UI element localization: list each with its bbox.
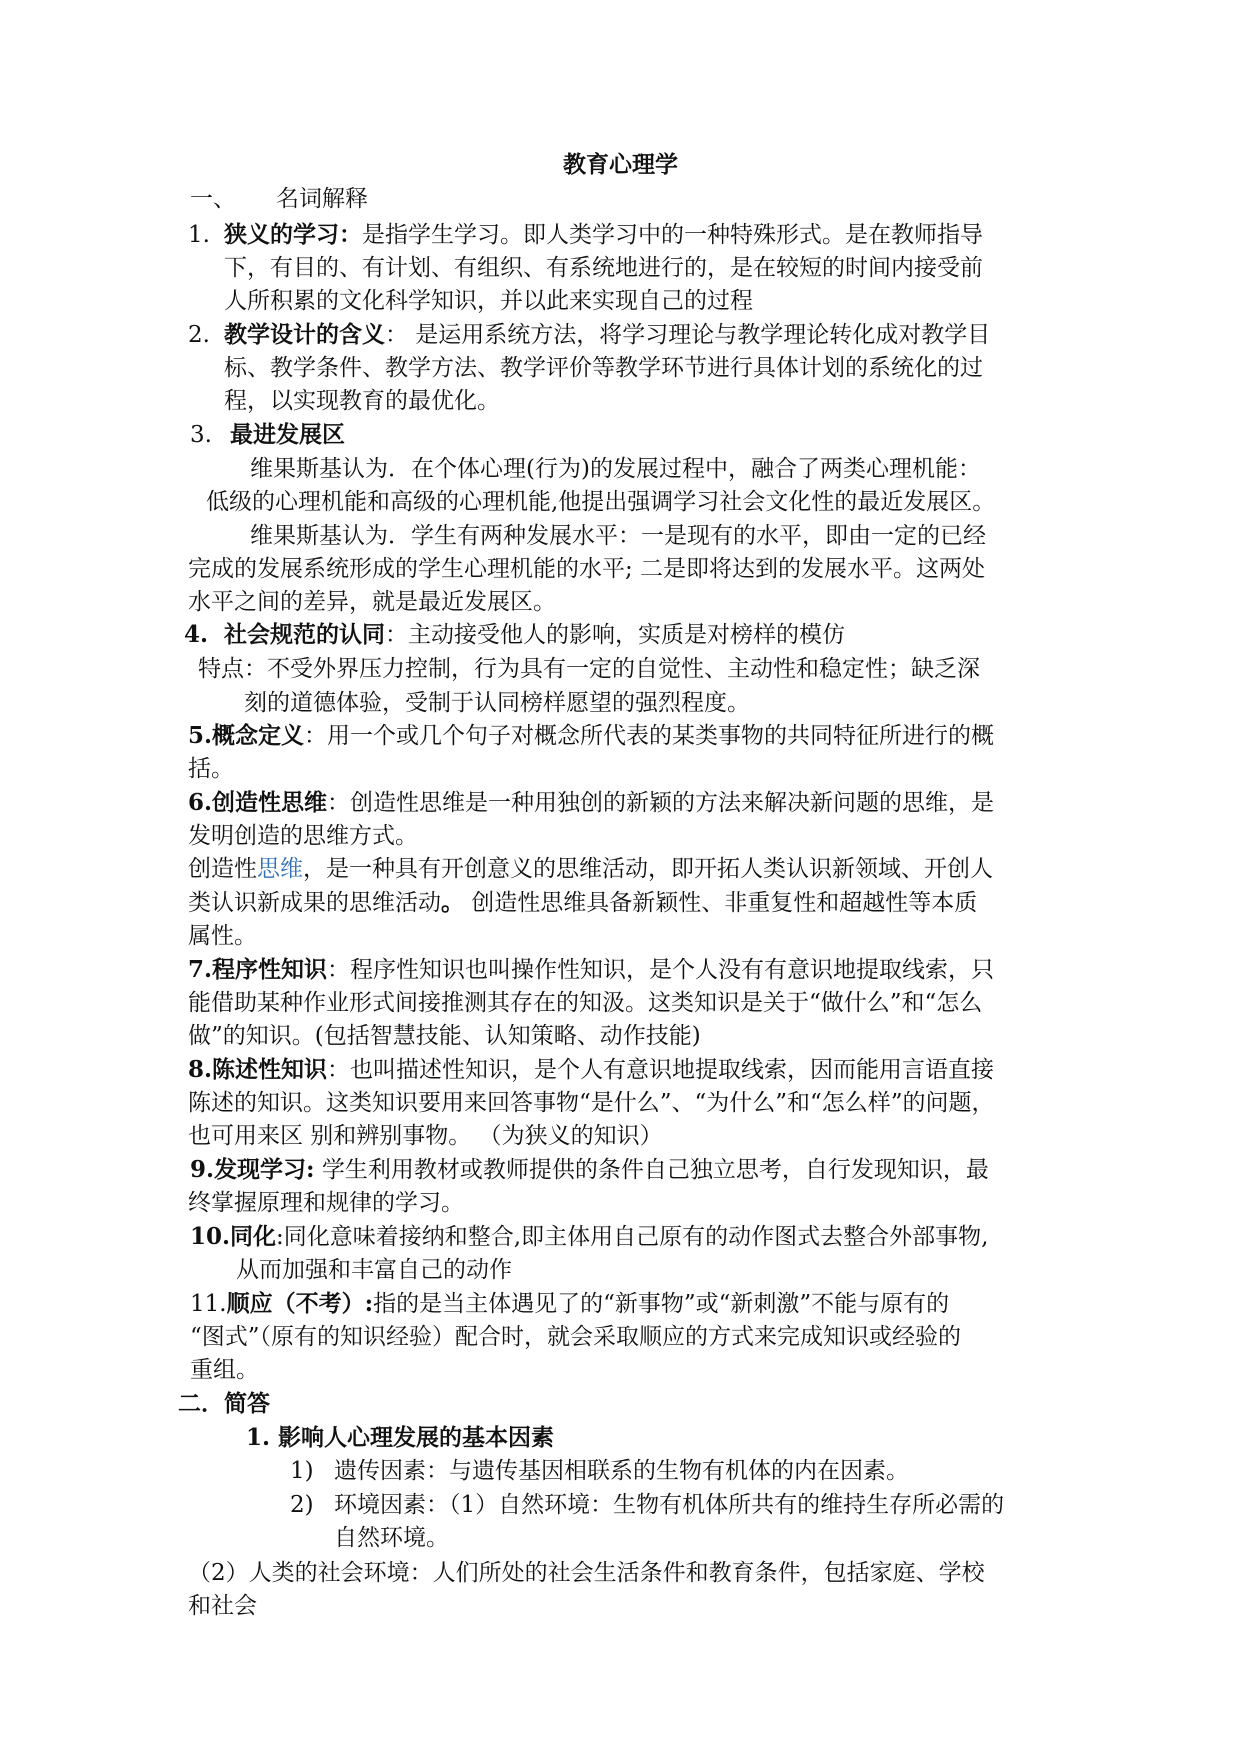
definition-text: 指的是当主体遇见了的“新事物”或“新刺激”不能与原有的 bbox=[373, 1291, 950, 1317]
definition-text: ：创造性思维是一种用独创的新颖的方法来解决新问题的思维，是 bbox=[327, 790, 995, 816]
definition-text: 陈述的知识。这类知识要用来回答事物“是什么”、“为什么”和“怎么样”的问题， bbox=[188, 1090, 995, 1116]
definition-text: 人所积累的文化科学知识，并以此来实现自己的过程 bbox=[224, 288, 753, 314]
feature-text: 特点：不受外界压力控制，行为具有一定的自觉性、主动性和稳定性；缺乏深 bbox=[198, 656, 980, 682]
definition-text: 发明创造的思维方式。 bbox=[188, 823, 418, 849]
definition-text: :同化意味着接纳和整合,即主体用自己原有的动作图式去整合外部事物, bbox=[276, 1224, 989, 1250]
definition-text: ：程序性知识也叫操作性知识，是个人没有有意识地提取线索，只 bbox=[327, 957, 995, 983]
text-segment: 类认识新成果的思维活动 bbox=[188, 890, 441, 916]
term: 5.概念定义 bbox=[188, 722, 305, 749]
definition-item bbox=[188, 953, 994, 987]
definition-item bbox=[224, 218, 983, 252]
definition-item bbox=[190, 1287, 949, 1321]
section-number: 一、 bbox=[190, 186, 236, 212]
definition-text: 也可用来区 别和辨别事物。 （为狭义的知识） bbox=[188, 1123, 663, 1149]
thinking-link[interactable]: 思维 bbox=[257, 856, 303, 882]
definition-text: 括。 bbox=[188, 756, 234, 782]
section-title: 名词解释 bbox=[276, 186, 368, 212]
definition-item bbox=[190, 1153, 989, 1187]
definition-text bbox=[188, 886, 977, 920]
definition-text: ：用一个或几个句子对概念所代表的某类事物的共同特征所进行的概 bbox=[304, 723, 995, 749]
definition-text: ：也叫描述性知识，是个人有意识地提取线索，因而能用言语直接 bbox=[327, 1057, 995, 1083]
text-segment: 。 bbox=[441, 889, 464, 916]
term: 10.同化 bbox=[190, 1223, 277, 1250]
item-number: 4. bbox=[184, 621, 209, 648]
point-text: （2）人类的社会环境：人们所处的社会生活条件和教育条件，包括家庭、学校 bbox=[188, 1560, 985, 1586]
definition-text: 是指学生学习。即人类学习中的一种特殊形式。是在教师指导 bbox=[362, 222, 983, 248]
term: 狭义的学习： bbox=[224, 221, 362, 248]
definition-text: 重组。 bbox=[190, 1357, 259, 1383]
term: 教学设计的含义 bbox=[224, 321, 385, 348]
definition-text: 能借助某种作业形式间接推测其存在的知汲。这类知识是关于“做什么”和“怎么 bbox=[188, 990, 983, 1016]
text-segment: 创造性思维具备新颖性、非重复性和超越性等本质 bbox=[464, 890, 978, 916]
question-title: 1. 影响人心理发展的基本因素 bbox=[246, 1424, 555, 1451]
document-title: 教育心理学 bbox=[563, 151, 678, 178]
point-number: 2) bbox=[290, 1492, 314, 1518]
definition-text: ： 是运用系统方法，将学习理论与教学理论转化成对教学目 bbox=[385, 322, 991, 348]
definition-text: 终掌握原理和规律的学习。 bbox=[188, 1190, 464, 1216]
definition-text bbox=[188, 852, 993, 886]
definition-item bbox=[188, 1053, 994, 1087]
point-text: 和社会 bbox=[188, 1593, 257, 1619]
term: 8.陈述性知识 bbox=[188, 1056, 328, 1083]
paragraph-text: 水平之间的差异，就是最近发展区。 bbox=[188, 589, 556, 615]
feature-text: 刻的道德体验，受制于认同榜样愿望的强烈程度。 bbox=[244, 690, 750, 716]
item-number: 2. bbox=[188, 322, 210, 348]
definition-item bbox=[190, 1220, 988, 1254]
point-number: 1) bbox=[290, 1458, 314, 1484]
definition-text: 属性。 bbox=[188, 923, 257, 949]
text-segment: 创造性 bbox=[188, 856, 257, 882]
definition-item bbox=[188, 719, 994, 753]
term: 6.创造性思维 bbox=[188, 789, 328, 816]
definition-text: 做”的知识。(包括智慧技能、认知策略、动作技能) bbox=[188, 1023, 701, 1049]
paragraph-text: 维果斯基认为．学生有两种发展水平：一是现有的水平，即由一定的已经 bbox=[250, 523, 986, 549]
term: 顺应（不考）: bbox=[226, 1290, 374, 1317]
definition-item bbox=[188, 786, 994, 820]
definition-text: 学生利用教材或教师提供的条件自己独立思考，自行发现知识，最 bbox=[314, 1157, 989, 1183]
definition-item bbox=[224, 318, 990, 352]
definition-text: 从而加强和丰富自己的动作 bbox=[236, 1257, 512, 1283]
item-number: 1. bbox=[188, 222, 210, 248]
definition-text: ：主动接受他人的影响，实质是对榜样的模仿 bbox=[385, 622, 845, 648]
definition-text: 标、教学条件、教学方法、教学评价等教学环节进行具体计划的系统化的过 bbox=[224, 355, 983, 381]
point-text: 环境因素：（1）自然环境：生物有机体所共有的维持生存所必需的 bbox=[334, 1492, 1005, 1518]
definition-text: 下，有目的、有计划、有组织、有系统地进行的，是在较短的时间内接受前 bbox=[224, 255, 983, 281]
definition-text: “图式”（原有的知识经验）配合时，就会采取顺应的方式来完成知识或经验的 bbox=[190, 1324, 962, 1350]
point-text: 遗传因素：与遗传基因相联系的生物有机体的内在因素。 bbox=[334, 1458, 909, 1484]
term: 7.程序性知识 bbox=[188, 956, 328, 983]
point-text: 自然环境。 bbox=[334, 1525, 449, 1551]
definition-text: 程，以实现教育的最优化。 bbox=[224, 388, 500, 414]
text-segment: ，是一种具有开创意义的思维活动，即开拓人类认识新领域、开创人 bbox=[303, 856, 993, 882]
section-title: 二．简答 bbox=[178, 1390, 270, 1417]
paragraph-text: 低级的心理机能和高级的心理机能,他提出强调学习社会文化性的最近发展区。 bbox=[206, 489, 996, 515]
term: 9.发现学习: bbox=[190, 1156, 315, 1183]
item-number: 3. bbox=[190, 422, 212, 448]
term: 社会规范的认同 bbox=[224, 621, 385, 648]
item-number: 11. bbox=[190, 1291, 227, 1317]
paragraph-text: 完成的发展系统形成的学生心理机能的水平; 二是即将达到的发展水平。这两处 bbox=[188, 556, 986, 582]
term: 最进发展区 bbox=[230, 421, 345, 448]
definition-item bbox=[224, 618, 845, 652]
paragraph-text: 维果斯基认为．在个体心理(行为)的发展过程中，融合了两类心理机能： bbox=[250, 456, 981, 482]
